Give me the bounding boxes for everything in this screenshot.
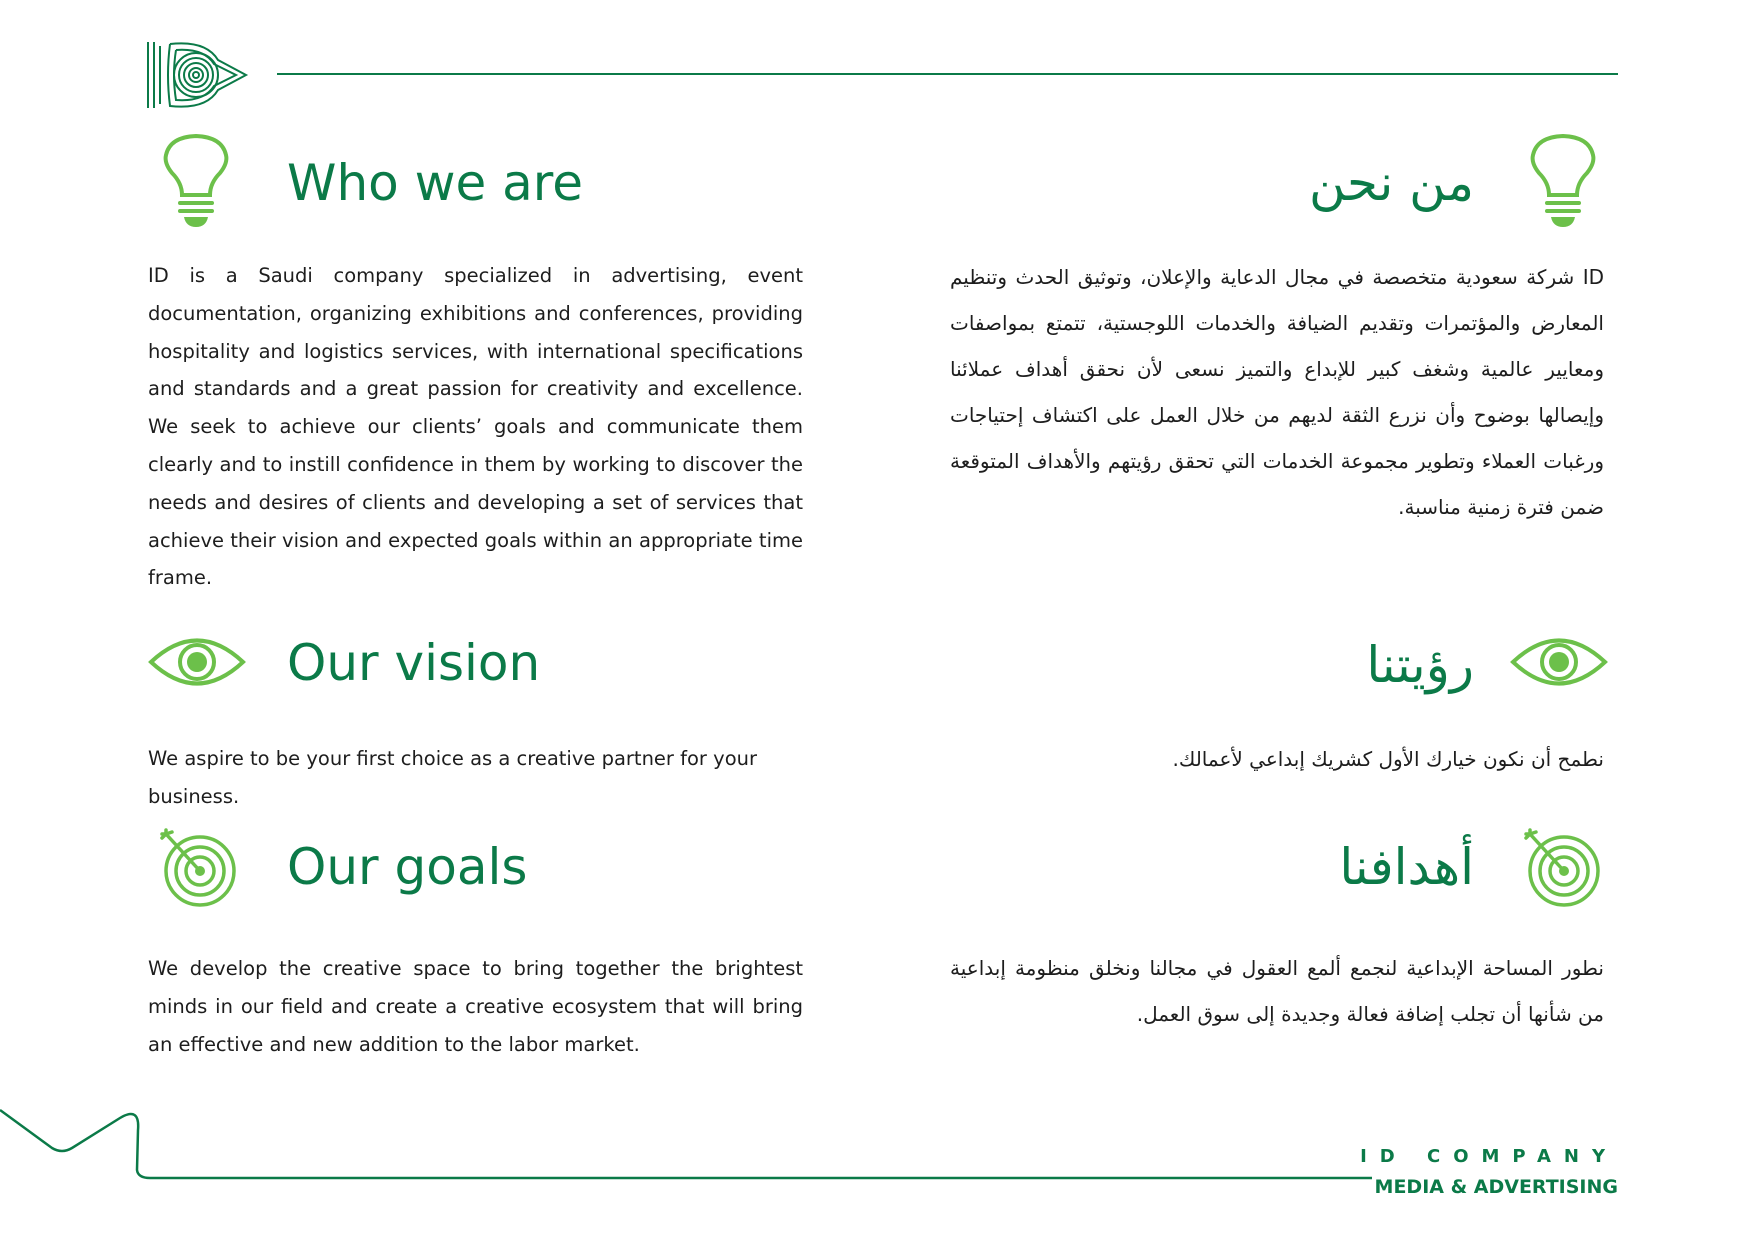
lightbulb-icon <box>1527 133 1599 229</box>
lightbulb-icon <box>160 133 232 229</box>
footer-tagline: MEDIA & ADVERTISING <box>1374 1176 1618 1198</box>
who-title-en: Who we are <box>287 154 584 212</box>
vision-text-en: We aspire to be your first choice as a creative partner for your business. <box>148 747 757 808</box>
vision-title-ar: رؤيتنا <box>1366 636 1474 694</box>
vision-title-en: Our vision <box>287 634 541 692</box>
target-icon <box>1522 828 1602 908</box>
eye-icon <box>148 633 246 691</box>
goals-text-en: We develop the creative space to bring together the brightest minds in our field and create a creative ecosystem that will bring an effective and new addition to the labor market. <box>148 957 803 1056</box>
who-text-en: ID is a Saudi company specialized in advertising, event documentation, organizing exhibitions and conferences, providing hospitality and logistics services, with international specifications and standards and a great passion for creativity and excellence. We seek to achieve our clients’ goals and communicate them clearly and to instill confidence in them by working to discover the needs and desires of clients and developing a set of services that achieve their vision and expected goals within an appropriate time frame. <box>148 264 803 590</box>
goals-title-ar: أهدافنا <box>1339 838 1474 896</box>
footer-company-name: ID COMPANY <box>1360 1146 1618 1167</box>
who-text-ar: ID شركة سعودية متخصصة في مجال الدعاية والإعلان، وتوثيق الحدث وتنظيم المعارض والمؤتمرات وتقديم الضيافة والخدمات اللوجستية، تتمتع بمواصفات ومعايير عالمية وشغف كبير للإبداع والتميز نسعى لأن نحقق أهداف عملائنا وإيصالها بوضوح وأن نزرع الثقة لديهم من خلال العمل على اكتشاف إحتياجات ورغبات العملاء وتطوير مجموعة الخدمات التي تحقق رؤيتهم والأهداف المتوقعة ضمن فترة زمنية مناسبة. <box>950 265 1604 519</box>
who-title-ar: من نحن <box>1309 154 1474 212</box>
vision-text-ar: نطمح أن نكون خيارك الأول كشريك إبداعي لأعمالك. <box>1172 747 1604 771</box>
eye-icon <box>1510 633 1608 691</box>
target-icon <box>158 828 238 908</box>
footer-wave-line <box>0 1100 1380 1200</box>
header-rule <box>277 73 1618 75</box>
goals-title-en: Our goals <box>287 838 528 896</box>
goals-text-ar: نطور المساحة الإبداعية لنجمع ألمع العقول في مجالنا ونخلق منظومة إبداعية من شأنها أن تجلب إضافة فعالة وجديدة إلى سوق العمل. <box>950 956 1604 1026</box>
company-logo <box>146 40 252 110</box>
